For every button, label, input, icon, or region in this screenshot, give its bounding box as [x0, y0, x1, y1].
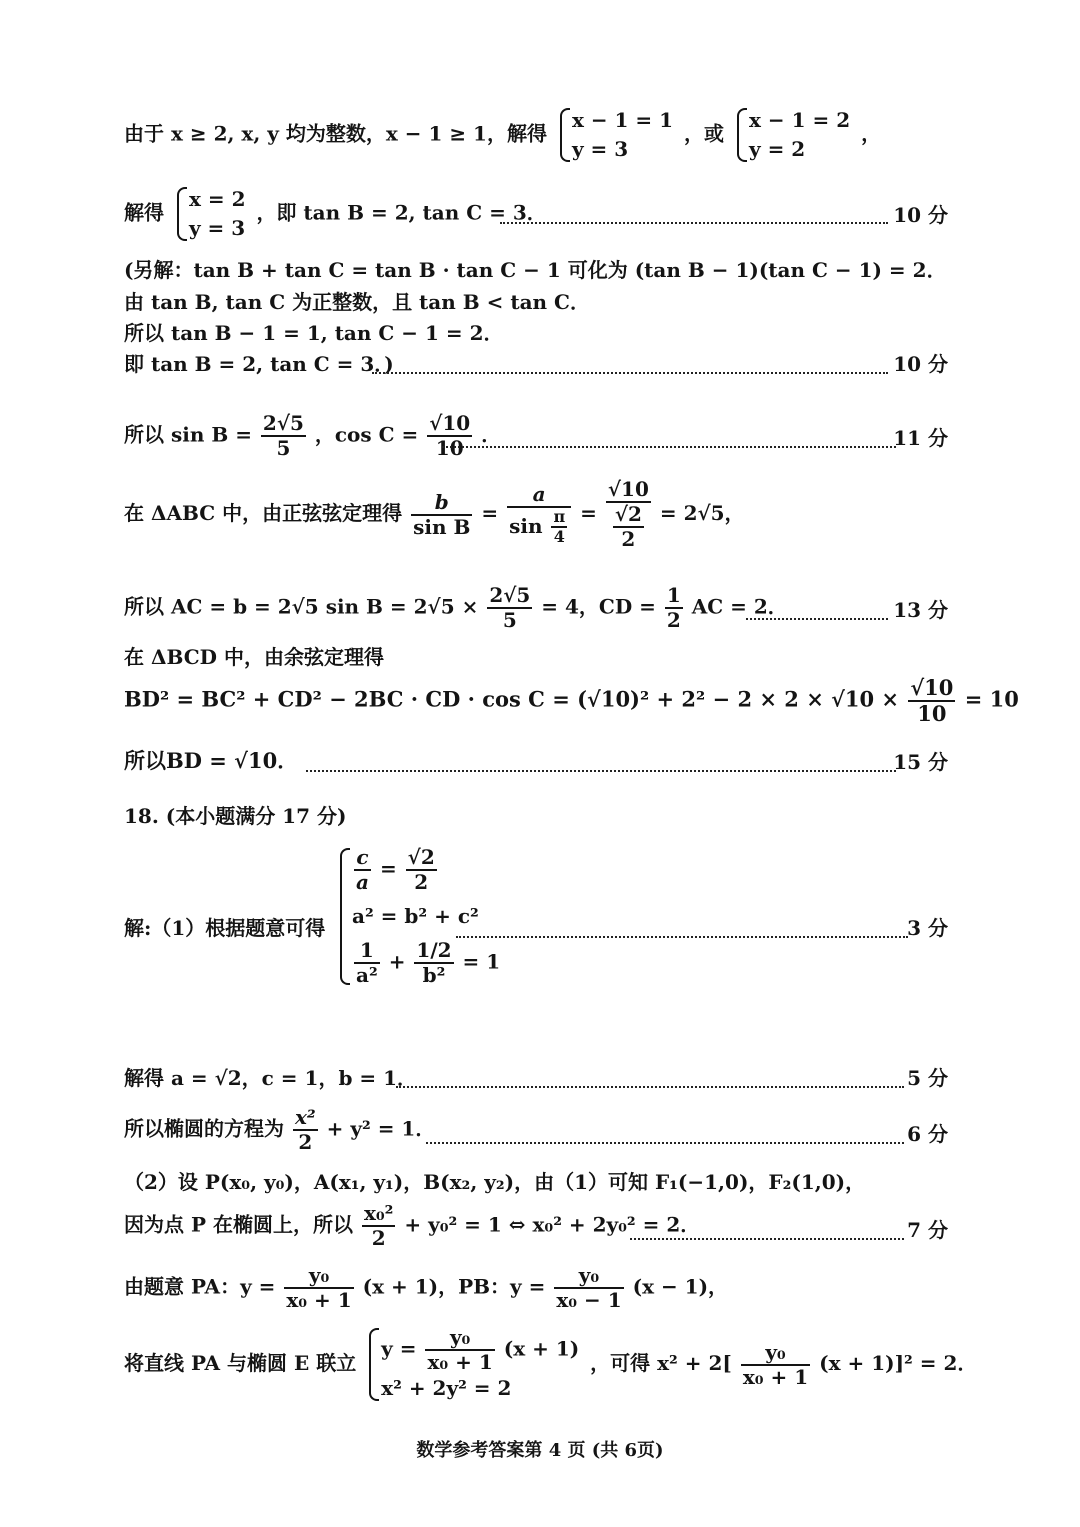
line-15: 解得 a = √2，c = 1，b = 1． [124, 1066, 418, 1090]
text: 所以 sin B = [124, 422, 252, 447]
numerator: √2 [407, 845, 435, 869]
text: = [379, 856, 397, 881]
line-16 [124, 1106, 435, 1154]
equation-system [558, 106, 673, 164]
numerator: 2√5 [262, 411, 304, 435]
denominator: 2 [621, 527, 636, 551]
line-18 [124, 1202, 700, 1250]
text: + y² = 1． [326, 1116, 436, 1141]
text: = 2√5， [659, 501, 745, 525]
text: = 10 [964, 686, 1019, 712]
line-7 [124, 412, 501, 460]
text: ，即 tan B = 2, tan C = 3． [256, 200, 547, 225]
denominator: a² [356, 963, 378, 987]
denominator [606, 503, 651, 551]
line-3: (另解：tan B + tan C = tan B · tan C − 1 可化为 (tan B − 1)(tan C − 1) = 2． [124, 258, 947, 282]
equation-system [175, 185, 246, 243]
line-20 [124, 1326, 977, 1403]
fraction [354, 846, 371, 894]
line-1 [124, 106, 881, 164]
fraction [354, 939, 380, 987]
numerator: c [354, 846, 371, 871]
denominator: sin B [413, 514, 471, 539]
denominator: x₀ + 1 [427, 1350, 493, 1374]
denominator: 2 [414, 870, 429, 894]
numerator: √2 [614, 502, 642, 526]
line-2 [124, 185, 547, 243]
equation-system [338, 846, 500, 987]
text: ， [861, 121, 882, 146]
line-5: 所以 tan B − 1 = 1, tan C − 1 = 2． [124, 321, 504, 345]
eq-3 [352, 939, 500, 987]
line-17: （2）设 P(x₀, y₀)，A(x₁, y₁)，B(x₂, y₂)，由（1）可知 F₁(−1,0)，F₂(1,0)， [124, 1170, 866, 1194]
line-19 [124, 1264, 728, 1312]
fraction [487, 584, 532, 632]
section-heading: 18. (本小题满分 17 分) [124, 804, 347, 828]
text: ，cos C = [314, 422, 419, 447]
eq: x = 2 [188, 187, 246, 211]
numerator: √10 [429, 411, 471, 435]
denominator: a [356, 870, 369, 894]
score: 3 分 [907, 916, 948, 940]
fraction [284, 1264, 353, 1312]
text: (x + 1)，PB：y = [362, 1274, 546, 1299]
text: 解得 [124, 200, 164, 225]
text: (x + 1) [503, 1336, 580, 1361]
text: + y₀² = 1 ⇔ x₀² + 2y₀² = 2． [404, 1212, 701, 1237]
dot-leader [426, 1142, 904, 1144]
dot-leader [442, 446, 896, 448]
text: 在 ΔABC 中，由正弦弦定理得 [124, 501, 403, 525]
fraction [425, 1326, 494, 1374]
fraction [665, 584, 683, 632]
eq-2: a² = b² + c² [352, 904, 479, 928]
denominator: b² [422, 963, 446, 987]
eq: y = 3 [571, 137, 629, 161]
text: = [481, 501, 499, 525]
fraction [411, 491, 472, 539]
text: = 4，CD = [541, 594, 656, 619]
denominator: 5 [276, 436, 291, 460]
text: (x + 1)]² = 2． [819, 1351, 978, 1375]
numerator: y₀ [554, 1264, 623, 1289]
equation-system [367, 1326, 579, 1403]
eq-1 [352, 846, 500, 894]
text: AC = 2． [691, 594, 788, 619]
score: 11 分 [893, 426, 948, 450]
numerator: x₀² [363, 1201, 394, 1225]
text: 由题意 PA：y = [124, 1274, 276, 1299]
sin: sin [509, 513, 543, 538]
line-14 [124, 918, 325, 938]
eq-2: x² + 2y² = 2 [381, 1376, 512, 1400]
denominator: 2 [298, 1130, 313, 1154]
fraction [741, 1341, 810, 1389]
fraction [406, 846, 437, 894]
dot-leader [746, 618, 888, 620]
fraction [613, 503, 644, 551]
numerator: √10 [908, 676, 955, 702]
numerator: y₀ [425, 1326, 494, 1351]
line-11 [124, 676, 1019, 726]
text: 由于 x ≥ 2, x, y 均为整数，x − 1 ≥ 1，解得 [124, 121, 547, 146]
numerator: √10 [607, 477, 649, 501]
fraction [507, 483, 571, 547]
line-9 [124, 584, 788, 632]
text: (x − 1)， [632, 1274, 729, 1299]
fraction [261, 412, 306, 460]
score: 10 分 [893, 352, 948, 376]
text: y = [381, 1336, 417, 1361]
fraction [606, 478, 651, 551]
text: = 1 [462, 949, 501, 974]
numerator: y₀ [284, 1264, 353, 1289]
eq: y = 3 [188, 216, 246, 240]
text: 因为点 P 在椭圆上，所以 [124, 1212, 353, 1237]
line-6: 即 tan B = 2, tan C = 3．) [124, 352, 394, 376]
line-8 [124, 478, 745, 551]
denominator: 5 [502, 608, 517, 632]
eq: x − 1 = 2 [749, 108, 851, 132]
line-4: 由 tan B, tan C 为正整数，且 tan B < tan C． [124, 290, 590, 314]
dot-leader [500, 222, 888, 224]
eq: x − 1 = 1 [571, 108, 674, 132]
text: ，或 [684, 121, 725, 146]
numerator: 1 [666, 583, 681, 607]
text: = [580, 501, 597, 525]
dot-leader [396, 1086, 904, 1088]
score: 6 分 [907, 1122, 948, 1146]
score: 7 分 [907, 1218, 948, 1242]
equation-system [735, 106, 850, 164]
fraction [427, 412, 472, 460]
fraction [293, 1106, 318, 1154]
denominator: x₀ + 1 [286, 1288, 352, 1312]
text: ，可得 x² + 2[ [590, 1351, 732, 1375]
equation-system-big [338, 846, 500, 987]
denominator: 10 [917, 701, 947, 727]
text: 将直线 PA 与椭圆 E 联立 [124, 1351, 357, 1375]
denominator: 4 [553, 527, 565, 546]
line-12: 所以BD = √10． [124, 748, 299, 773]
denominator: x₀ − 1 [556, 1288, 622, 1312]
numerator: 2√5 [489, 583, 531, 607]
dot-leader [306, 770, 896, 772]
eq-1 [381, 1326, 579, 1374]
text: 所以 AC = b = 2√5 sin B = 2√5 × [124, 594, 479, 619]
numerator: b [411, 491, 472, 516]
dot-leader [456, 936, 908, 938]
dot-leader [630, 1238, 904, 1240]
fraction [554, 1264, 623, 1312]
score: 13 分 [893, 598, 948, 622]
denominator: 2 [666, 608, 681, 632]
score: 10 分 [893, 203, 948, 227]
numerator: π [551, 508, 567, 528]
text: + [388, 949, 406, 974]
denominator: x₀ + 1 [742, 1364, 809, 1389]
numerator: a [507, 483, 571, 508]
text: 解:（1）根据题意可得 [124, 916, 326, 940]
fraction [362, 1202, 395, 1250]
numerator: 1 [354, 939, 380, 964]
eq: y = 2 [749, 137, 806, 161]
numerator: 1/2 [416, 938, 452, 962]
fraction [551, 508, 567, 547]
dot-leader [372, 372, 888, 374]
line-10: 在 ΔBCD 中，由余弦定理得 [124, 645, 384, 669]
text: 所以椭圆的方程为 [124, 1116, 284, 1141]
text: ． [481, 422, 502, 447]
denominator: 2 [371, 1226, 386, 1250]
denominator [507, 508, 571, 547]
score: 5 分 [907, 1066, 948, 1090]
fraction [908, 676, 955, 726]
numerator: y₀ [741, 1341, 810, 1366]
fraction [414, 939, 453, 987]
denominator: 10 [435, 436, 464, 460]
text: BD² = BC² + CD² − 2BC · CD · cos C = (√10)² + 2² − 2 × 2 × √10 × [124, 686, 900, 712]
score: 15 分 [893, 750, 948, 774]
page-footer: 数学参考答案第 4 页 (共 6页) [416, 1440, 664, 1461]
numerator: x² [294, 1105, 316, 1129]
